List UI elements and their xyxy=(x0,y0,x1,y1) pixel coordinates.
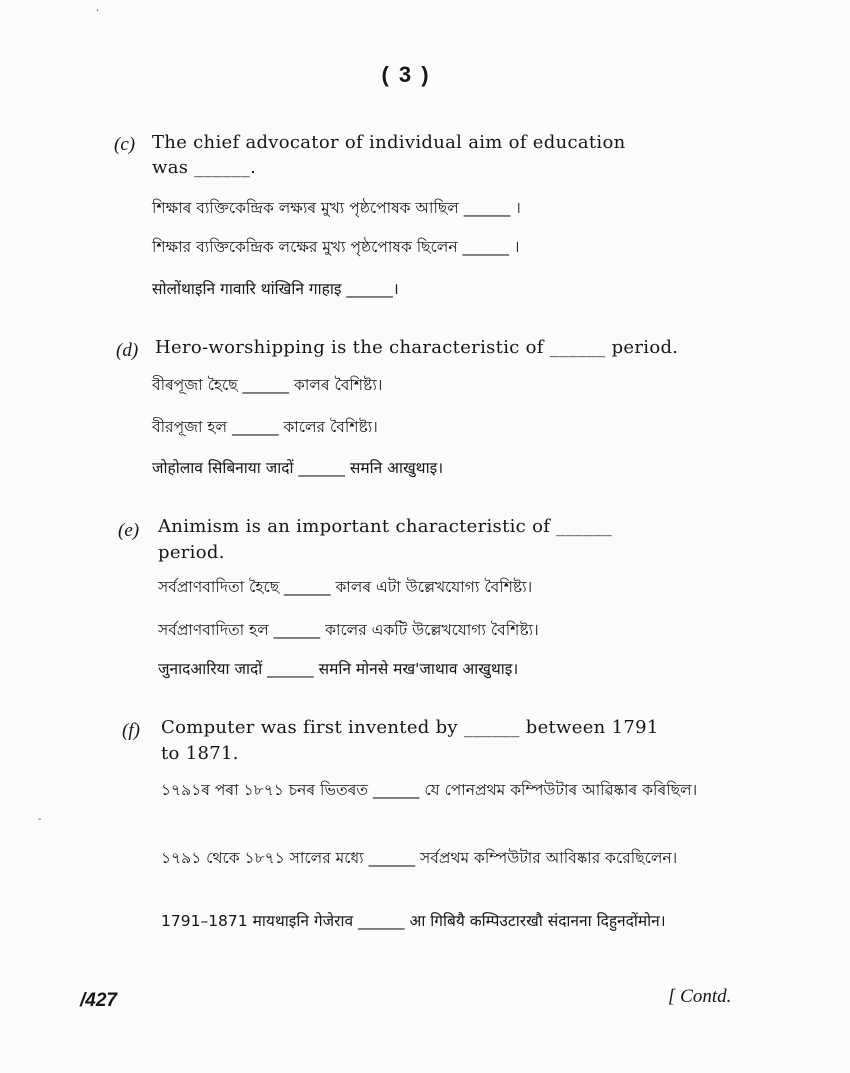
page-number: ( 3 ) xyxy=(381,62,431,87)
question-f-english-line1: Computer was first invented by ______ between 1791 xyxy=(161,717,659,738)
question-d-bengali: বীরপূজা হল ______ কালের বৈশিষ্ট্য। xyxy=(152,418,378,436)
question-e-bodo: जुनादआरिया जादों ______ समनि मोनसे मख'जाथाव आखुथाइ। xyxy=(158,660,519,678)
scan-speck: · xyxy=(96,6,100,17)
question-c-bodo: सोलोंथाइनि गावारि थांखिनि गाहाइ ______। xyxy=(152,280,399,298)
question-c-bengali: শিক্ষার ব্যক্তিকেন্দ্রিক লক্ষের মুখ্য পৃষ্ঠপোষক ছিলেন ______ । xyxy=(152,238,520,256)
question-c-assamese: শিক্ষাৰ ব্যক্তিকেন্দ্রিক লক্ষ্যৰ মুখ্য পৃষ্ঠপোষক আছিল ______ । xyxy=(152,199,521,217)
question-f-bodo: 1791–1871 मायथाइनि गेजेराव ______ आ गिबियै कम्पिउटारखौ संदानना दिहुनदोंमोन। xyxy=(161,912,666,930)
scan-speck: - xyxy=(38,814,42,825)
question-e-assamese: সৰ্বপ্ৰাণবাদিতা হৈছে ______ কালৰ এটা উল্লেখযোগ্য বৈশিষ্ট্য। xyxy=(158,578,533,596)
question-e-bengali: সর্বপ্রাণবাদিতা হল ______ কালের একটি উল্লেখযোগ্য বৈশিষ্ট্য। xyxy=(158,621,539,639)
question-label-c: (c) xyxy=(114,134,136,155)
continued-note: [ Contd. xyxy=(668,986,732,1007)
question-f-assamese: ১৭৯১ৰ পৰা ১৮৭১ চনৰ ভিতৰত ______ যে পোনপ্ৰথম কম্পিউটাৰ আৱিষ্কাৰ কৰিছিল। xyxy=(161,781,698,799)
question-d-bodo: जोहोलाव सिबिनाया जादों ______ समनि आखुथाइ। xyxy=(152,459,444,477)
question-label-f: (f) xyxy=(122,720,140,741)
question-e-english-line2: period. xyxy=(158,542,225,563)
paper-code: /427 xyxy=(80,990,117,1011)
question-label-d: (d) xyxy=(116,340,139,361)
question-f-english-line2: to 1871. xyxy=(161,743,239,764)
question-e-english-line1: Animism is an important characteristic of ______ xyxy=(158,516,612,537)
question-c-english-line2: was ______. xyxy=(152,157,257,178)
question-c-english-line1: The chief advocator of individual aim of education xyxy=(152,132,626,153)
question-d-assamese: বীৰপূজা হৈছে ______ কালৰ বৈশিষ্ট্য। xyxy=(152,376,383,394)
question-f-bengali: ১৭৯১ থেকে ১৮৭১ সালের মধ্যে ______ সর্বপ্রথম কম্পিউটার আবিষ্কার করেছিলেন। xyxy=(161,849,678,867)
question-d-english: Hero-worshipping is the characteristic of ______ period. xyxy=(155,337,679,358)
question-label-e: (e) xyxy=(118,520,140,541)
